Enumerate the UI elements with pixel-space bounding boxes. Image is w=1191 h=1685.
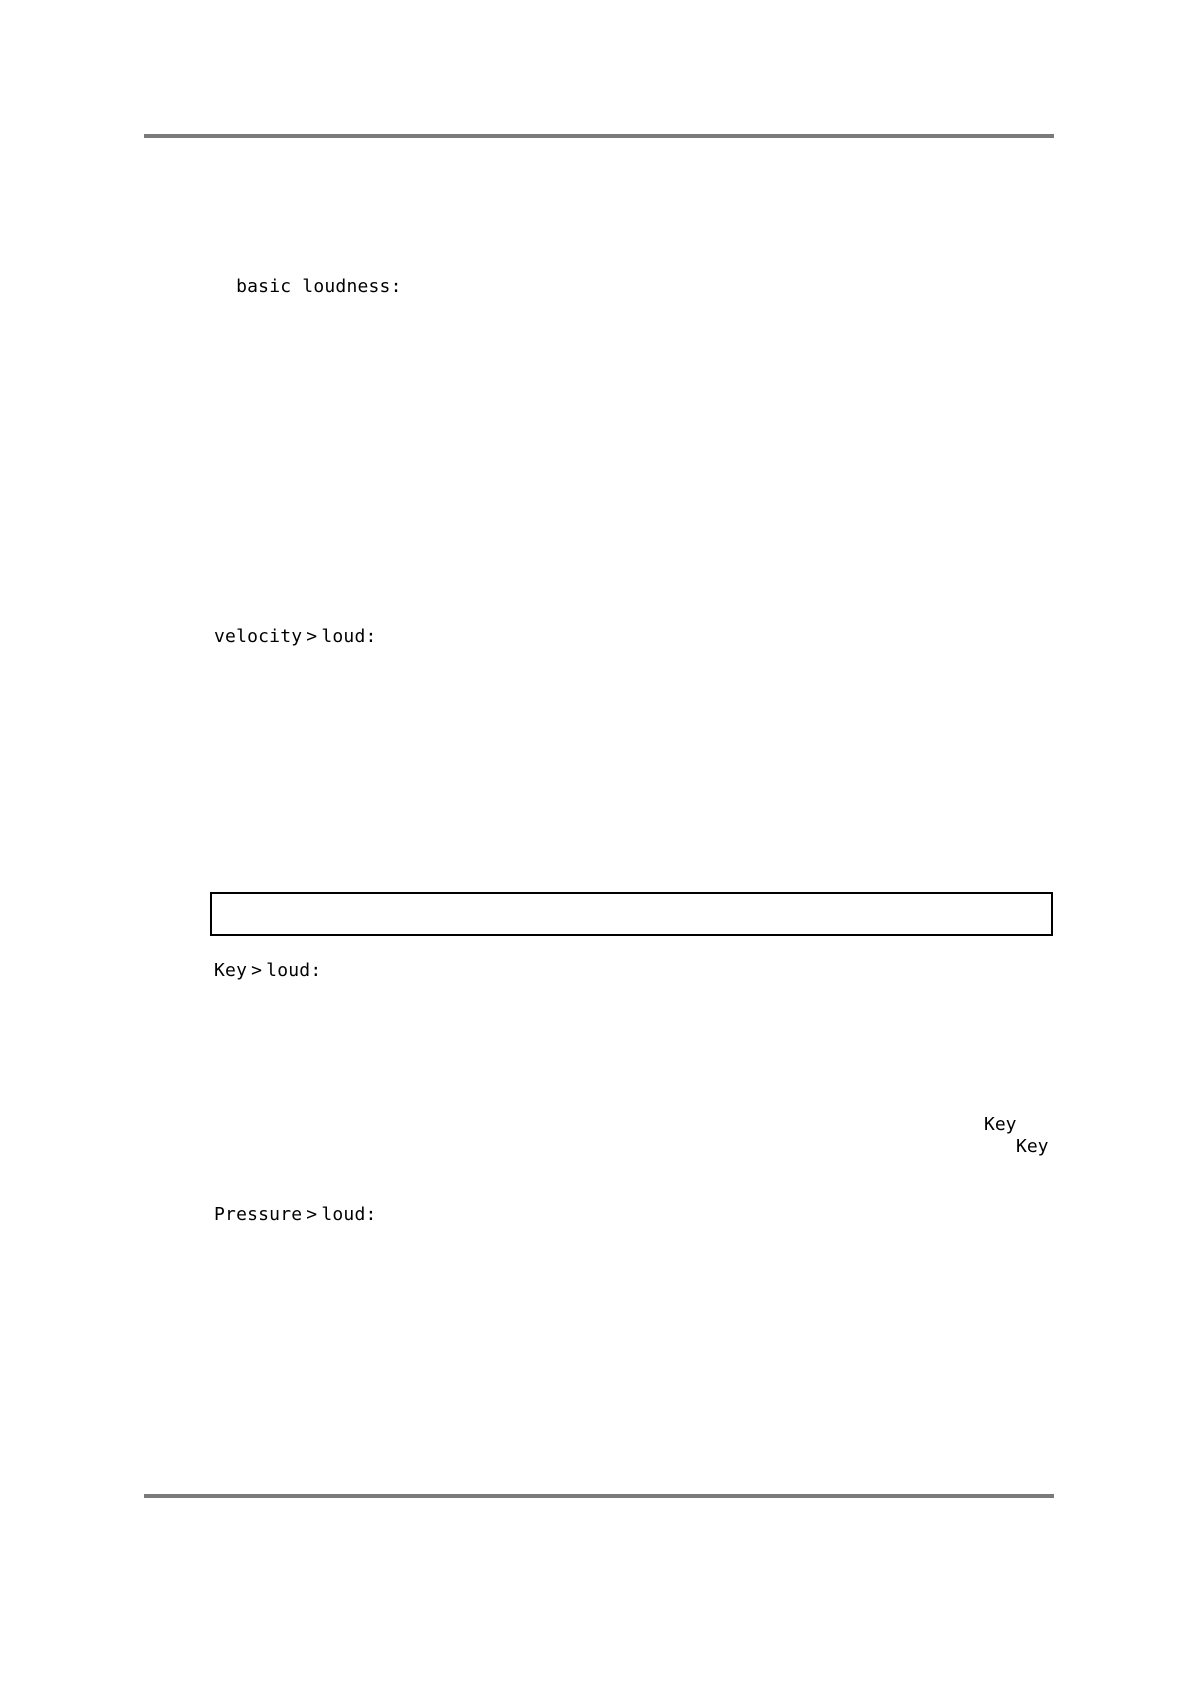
- velocity-word: velocity: [214, 626, 303, 647]
- loud-word: loud:: [266, 960, 322, 981]
- basic-loudness-text: basic loudness:: [236, 276, 402, 297]
- note-box: [210, 892, 1053, 936]
- arrow-icon: >: [306, 626, 318, 647]
- arrow-icon: >: [251, 960, 263, 981]
- key-loud-label: [214, 960, 321, 982]
- pressure-word: Pressure: [214, 1204, 303, 1225]
- loud-word: loud:: [321, 626, 377, 647]
- pressure-loud-label: [214, 1204, 377, 1226]
- arrow-icon: >: [306, 1204, 318, 1225]
- key-fragment-2: Key: [1016, 1136, 1049, 1157]
- velocity-loud-label: [214, 626, 377, 648]
- footer-rule: [144, 1494, 1054, 1498]
- loud-word: loud:: [321, 1204, 377, 1225]
- header-rule: [144, 134, 1054, 138]
- key-fragment-1: Key: [984, 1114, 1017, 1135]
- basic-loudness-label: [214, 254, 402, 298]
- key-word: Key: [214, 960, 248, 981]
